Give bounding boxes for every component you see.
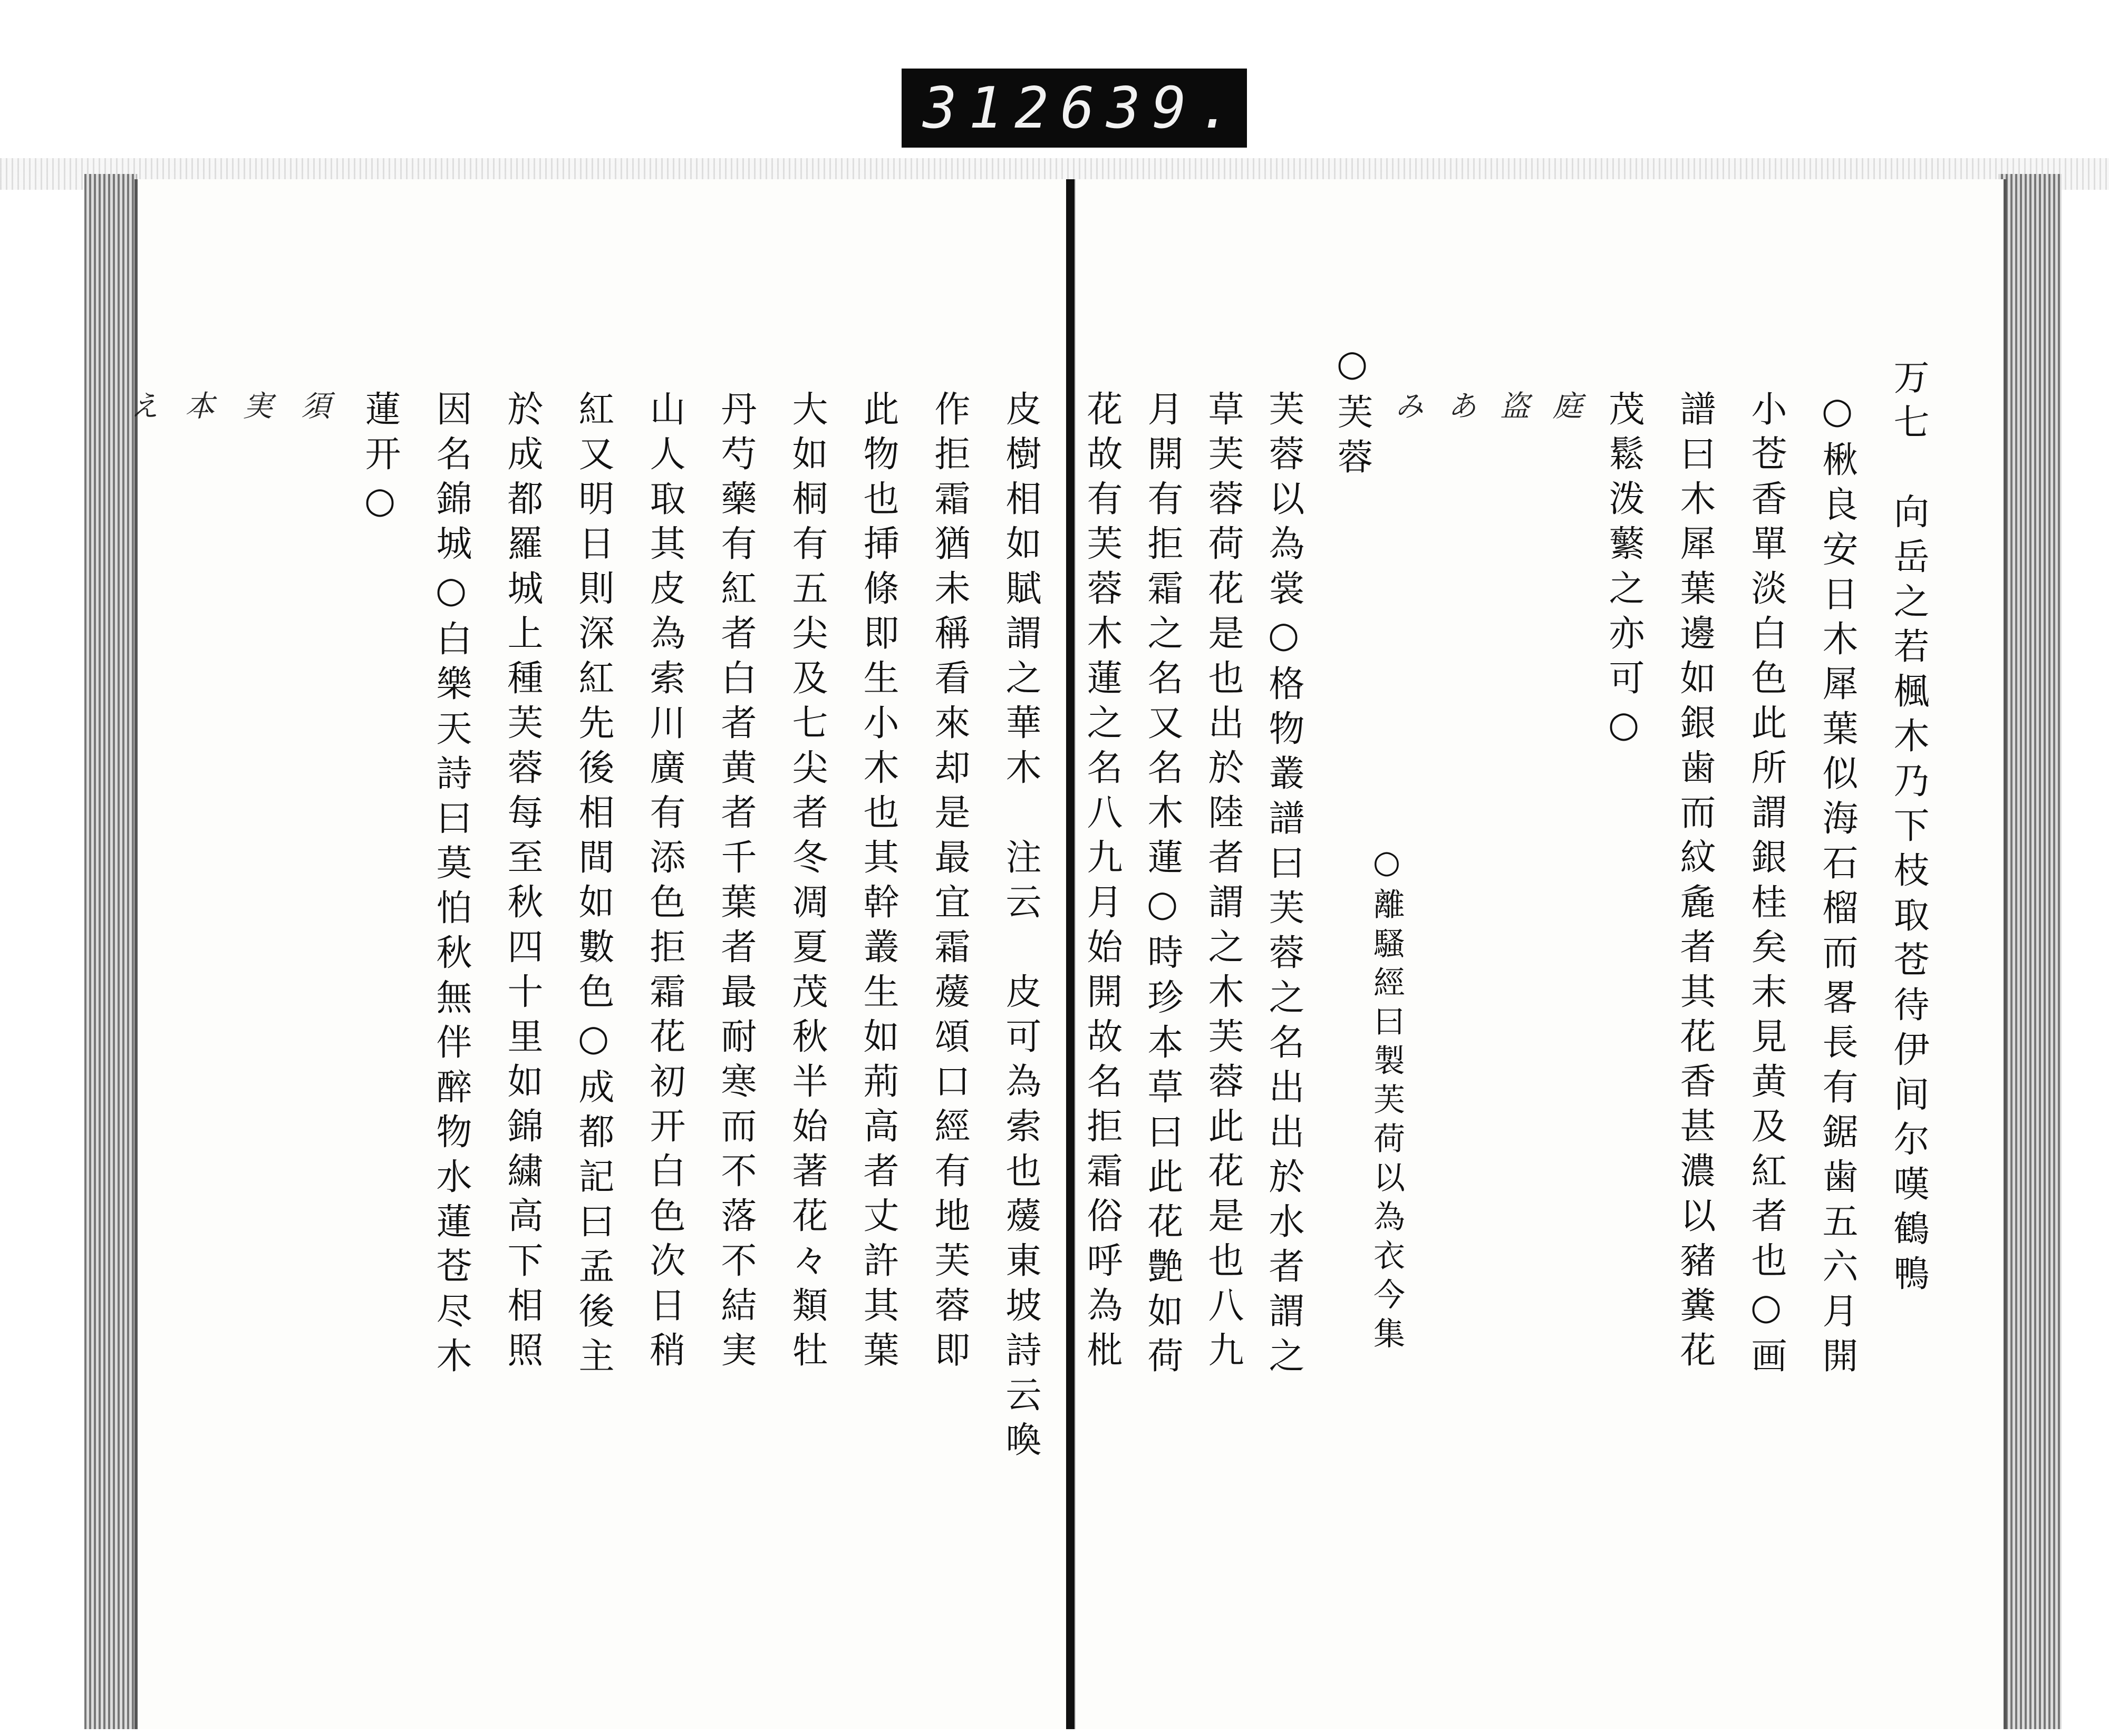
right-column-heading: ○芙蓉: [1331, 343, 1373, 483]
right-column-6: 庭: [1548, 390, 1582, 426]
right-page: [1076, 179, 2007, 1729]
left-column-8: 於成都羅城上種芙蓉每至秋四十里如錦繍高下相照: [501, 390, 543, 1376]
left-column-1: 皮樹相如賦謂之華木 注云 皮可為索也蕿東坡詩云喚: [1000, 390, 1041, 1466]
archive-number-right: 639.: [1060, 75, 1244, 141]
right-subcolumn: ○離騷經曰製芙荷以為衣今集: [1368, 843, 1405, 1356]
left-column-14: え: [125, 390, 159, 426]
right-column-1: 万七 向岳之若楓木乃下枝取苍待伊间尔嘆鶴鴨: [1888, 358, 1929, 1299]
right-column-5: 茂鬆泼蘩之亦可○: [1603, 390, 1644, 754]
open-book: [0, 158, 2109, 1736]
archive-label: [902, 69, 1247, 148]
left-column-13: 本: [180, 390, 215, 426]
right-column-8: あ: [1443, 390, 1477, 426]
left-column-9: 因名錦城○白樂天詩曰莫怕秋無伴醉物水蓮苍尽木: [430, 390, 472, 1382]
left-page: [125, 179, 1073, 1729]
left-column-7: 紅又明日則深紅先後相間如數色○成都記曰孟後主: [573, 390, 614, 1382]
right-column-12: 草芙蓉荷花是也出於陸者謂之木芙蓉此花是也八九: [1202, 390, 1244, 1376]
right-page-stack: [1998, 174, 2062, 1729]
right-column-14: 花故有芙蓉木蓮之名八九月始開故名拒霜俗呼為枇: [1081, 390, 1123, 1376]
left-column-10: 蓮开○: [359, 390, 401, 530]
left-column-3: 此物也挿條即生小木也其幹叢生如荊高者丈許其葉: [857, 390, 899, 1376]
left-column-5: 丹芍藥有紅者白者黄者千葉者最耐寒而不落不結実: [715, 390, 757, 1376]
right-column-11: 芙蓉以為裳○格物叢譜曰芙蓉之名出出於水者謂之: [1263, 390, 1304, 1382]
left-column-4: 大如桐有五尖及七尖者冬凋夏茂秋半始著花々類牡: [786, 390, 828, 1376]
right-column-4: 譜曰木犀葉邊如銀歯而紋麁者其花香甚濃以豬糞花: [1674, 390, 1716, 1376]
left-column-12: 実: [238, 390, 273, 426]
left-column-11: 須: [296, 390, 331, 426]
left-column-6: 山人取其皮為索川廣有添色拒霜花初开白色次日稍: [644, 390, 685, 1376]
right-column-2: ○楸良安日木犀葉似海石榴而畧長有鋸歯五六月開: [1816, 390, 1858, 1382]
right-column-13: 月開有拒霜之名又名木蓮○時珍本草曰此花艶如荷: [1141, 390, 1183, 1382]
left-column-2: 作拒霜猶未稱看來却是最宜霜蕿頌口經有地芙蓉即: [928, 390, 970, 1376]
book-spine: [1066, 179, 1075, 1729]
right-column-7: 盗: [1495, 390, 1530, 426]
archive-number-left: 312: [923, 75, 1061, 141]
right-column-3: 小苍香單淡白色此所謂銀桂矣末見黄及紅者也○画: [1745, 390, 1787, 1382]
right-column-9: み: [1390, 390, 1424, 426]
